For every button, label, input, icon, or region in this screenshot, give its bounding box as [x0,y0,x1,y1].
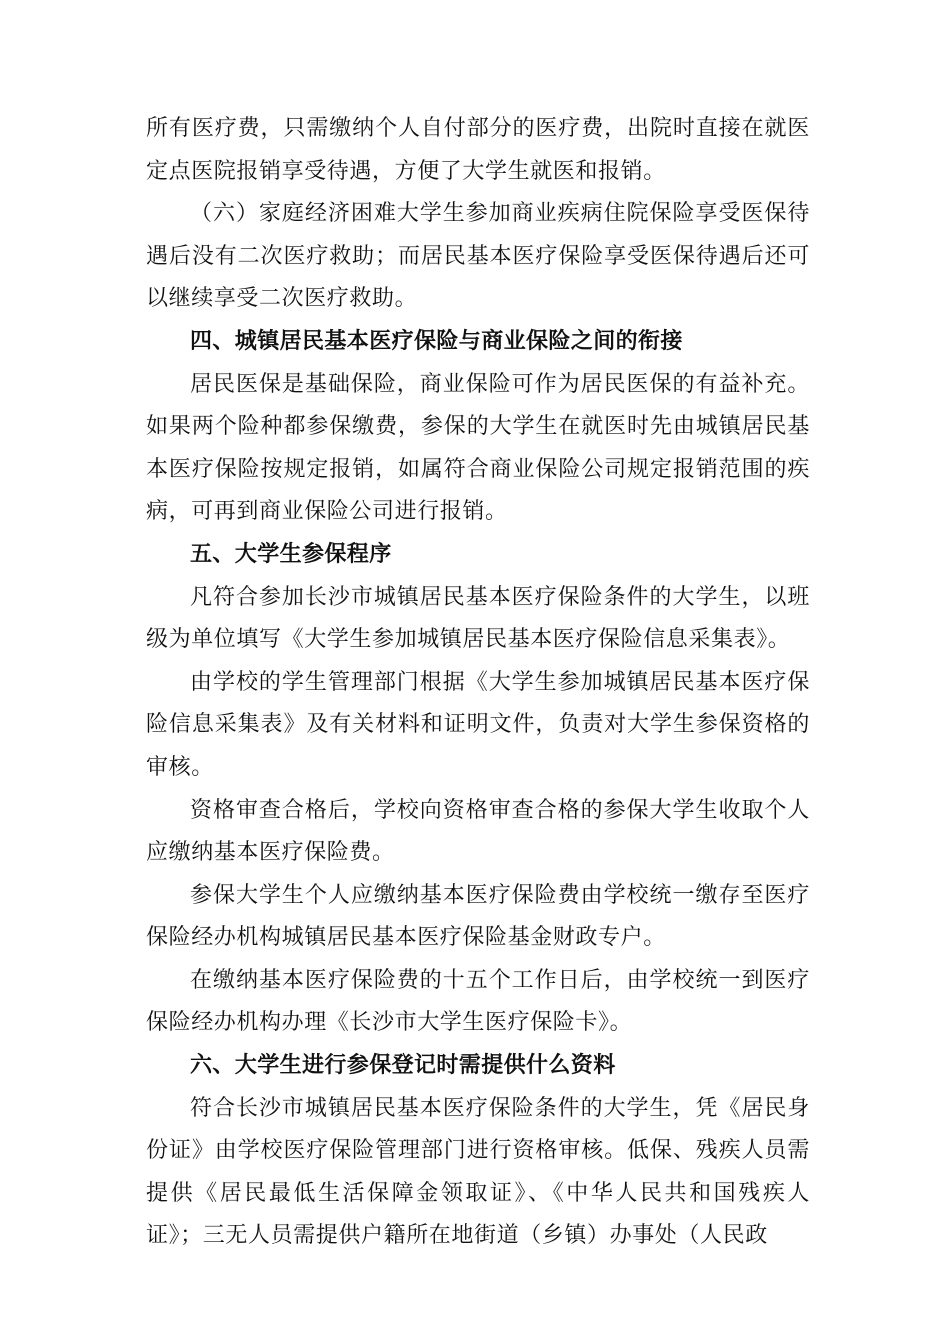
section-heading-four: 四、城镇居民基本医疗保险与商业保险之间的衔接 [190,328,683,354]
paragraph-required-documents: 符合长沙市城镇居民基本医疗保险条件的大学生，凭《居民身份证》由学校医疗保险管理部门进行资格审核。低保、残疾人员需提供《居民最低生活保障金领取证》、《中华人民共和国残疾人证》；三无人员需提供户籍所在地街道（乡镇）办事处（人民政 [146,1095,810,1249]
paragraph-continuation: 所有医疗费，只需缴纳个人自付部分的医疗费，出院时直接在就医定点医院报销享受待遇，方便了大学生就医和报销。 [146,116,810,184]
section-heading-five: 五、大学生参保程序 [190,541,392,567]
paragraph-insurance-link: 居民医保是基础保险，商业保险可作为居民医保的有益补充。如果两个险种都参保缴费，参保的大学生在就医时先由城镇居民基本医疗保险按规定报销，如属符合商业保险公司规定报销范围的疾病，可再到商业保险公司进行报销。 [146,371,810,525]
paragraph-item-six: （六）家庭经济困难大学生参加商业疾病住院保险享受医保待遇后没有二次医疗救助；而居民基本医疗保险享受医保待遇后还可以继续享受二次医疗救助。 [146,201,810,312]
section-heading-six: 六、大学生进行参保登记时需提供什么资料 [190,1053,616,1079]
paragraph-eligibility-review: 由学校的学生管理部门根据《大学生参加城镇居民基本医疗保险信息采集表》及有关材料和证明文件，负责对大学生参保资格的审核。 [146,669,810,780]
paragraph-fee-deposit: 参保大学生个人应缴纳基本医疗保险费由学校统一缴存至医疗保险经办机构城镇居民基本医疗保险基金财政专户。 [146,882,810,951]
paragraph-fee-collection: 资格审查合格后，学校向资格审查合格的参保大学生收取个人应缴纳基本医疗保险费。 [146,797,810,866]
paragraph-insurance-card: 在缴纳基本医疗保险费的十五个工作日后，由学校统一到医疗保险经办机构办理《长沙市大学生医疗保险卡》。 [146,967,810,1036]
paragraph-enrollment-form: 凡符合参加长沙市城镇居民基本医疗保险条件的大学生，以班级为单位填写《大学生参加城镇居民基本医疗保险信息采集表》。 [146,584,810,653]
document-body [146,108,810,1258]
